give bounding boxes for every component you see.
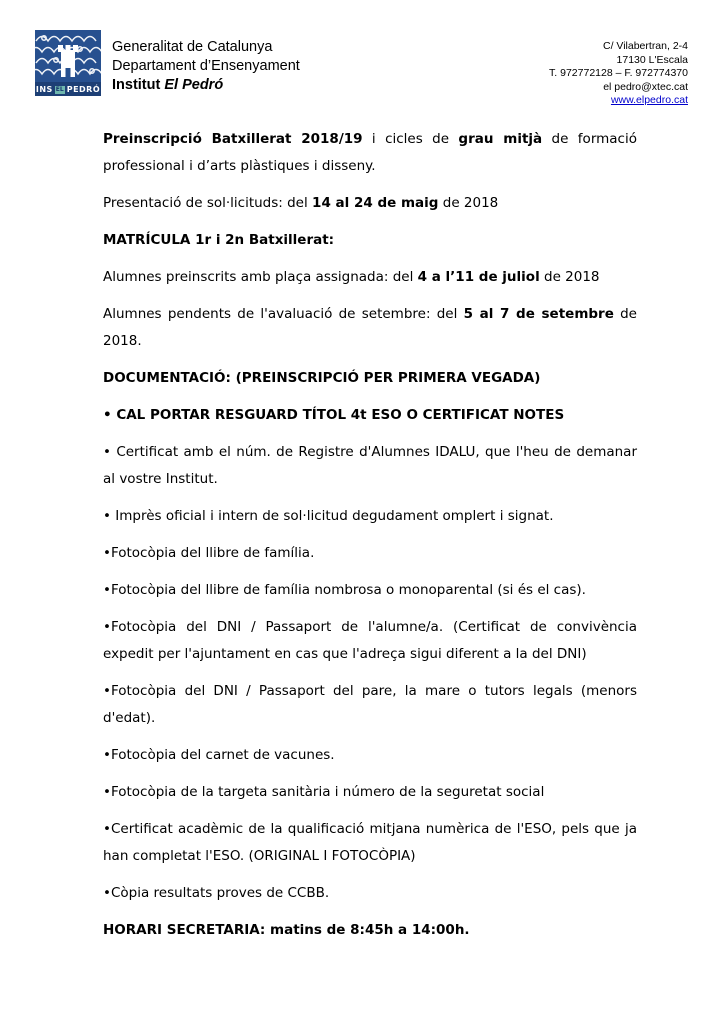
text-segment: •Fotocòpia del carnet de vacunes.	[103, 746, 335, 763]
paragraph	[103, 779, 637, 806]
phone-fax-line: T. 972772128 – F. 972774370	[549, 67, 688, 79]
text-segment: MATRÍCULA 1r i 2n Batxillerat:	[103, 231, 335, 248]
paragraph	[103, 742, 637, 769]
paragraph	[103, 402, 637, 429]
text-segment: •Còpia resultats proves de CCBB.	[103, 884, 330, 901]
paragraph	[103, 365, 637, 392]
paragraph	[103, 577, 637, 604]
text-segment: 14 al 24 de maig	[312, 194, 439, 211]
org-name-line2: Departament d’Ensenyament	[112, 58, 300, 74]
school-name: El Pedró	[164, 77, 224, 93]
text-segment: • Certificat amb el núm. de Registre d'Alumnes IDALU, que l'heu de demanar al vostre Institut.	[103, 443, 637, 487]
text-segment: •Fotocòpia del DNI / Passaport del pare, la mare o tutors legals (menors d'edat).	[103, 682, 637, 726]
logo-wordmark	[35, 85, 101, 94]
institut-el-pedro-logo	[35, 30, 101, 96]
paragraph	[103, 816, 637, 870]
address-line1: C/ Vilabertran, 2-4	[602, 40, 688, 52]
text-segment: •Fotocòpia del llibre de família.	[103, 544, 315, 561]
paragraph	[103, 190, 637, 217]
paragraph	[103, 614, 637, 668]
text-segment: Alumnes preinscrits amb plaça assignada: del	[103, 268, 418, 285]
text-segment: Alumnes pendents de l'avaluació de setembre: del	[103, 305, 464, 322]
text-segment: de formació professional i d’arts plàstiques i disseny.	[103, 130, 637, 174]
paragraph	[103, 540, 637, 567]
paragraph	[103, 880, 637, 907]
paragraph	[103, 227, 637, 254]
text-segment: • Imprès oficial i intern de sol·licitud degudament omplert i signat.	[103, 507, 554, 524]
text-segment: Preinscripció Batxillerat 2018/19	[103, 130, 363, 147]
logo-text-el: EL	[55, 85, 64, 93]
text-segment: Presentació de sol·licituds: del	[103, 194, 313, 211]
paragraph	[103, 126, 637, 180]
paragraph	[103, 678, 637, 732]
text-segment: de 2018.	[103, 305, 637, 349]
address-line2: 17130 L'Escala	[616, 53, 688, 66]
text-segment: 5 al 7 de setembre	[463, 305, 614, 322]
logo-text-pedro: PEDRÓ	[66, 85, 101, 94]
text-segment: •Fotocòpia del llibre de família nombrosa o monoparental (si és el cas).	[103, 581, 586, 598]
paragraph	[103, 503, 637, 530]
text-segment: i cicles de	[362, 130, 459, 147]
text-segment: •Certificat acadèmic de la qualificació mitjana numèrica de l'ESO, pels que ja han completat l'ESO. (ORIGINAL I FOTOCÒPIA)	[103, 820, 637, 864]
website-link[interactable]: www.elpedro.cat	[610, 94, 688, 106]
text-segment: DOCUMENTACIÓ: (PREINSCRIPCIÓ PER PRIMERA VEGADA)	[103, 369, 541, 386]
org-name-line1: Generalitat de Catalunya	[112, 39, 273, 55]
email-line: el pedro@xtec.cat	[603, 80, 688, 93]
institut-label: Institut	[112, 77, 165, 93]
text-segment: de 2018	[438, 194, 499, 211]
paragraph	[103, 917, 637, 944]
document-body	[0, 108, 724, 944]
text-segment: •Fotocòpia de la targeta sanitària i número de la seguretat social	[103, 783, 545, 800]
text-segment: • CAL PORTAR RESGUARD TÍTOL 4t ESO O CERTIFICAT NOTES	[103, 406, 565, 423]
paragraph	[103, 301, 637, 355]
letterhead	[0, 0, 724, 108]
text-segment: HORARI SECRETARIA: matins de 8:45h a 14:00h.	[103, 921, 470, 938]
organization-block	[112, 30, 300, 95]
text-segment: 4 a l’11 de juliol	[417, 268, 540, 285]
text-segment: •Fotocòpia del DNI / Passaport de l'alumne/a. (Certificat de convivència expedit per l'ajuntament en cas que l'adreça sigui diferent a la del DNI)	[103, 618, 637, 662]
contact-block	[549, 30, 688, 108]
text-segment: de 2018	[539, 268, 600, 285]
logo-text-ins: INS	[35, 85, 53, 94]
text-segment: grau mitjà	[458, 130, 543, 147]
paragraph	[103, 439, 637, 493]
org-name-line3	[112, 76, 300, 95]
paragraph	[103, 264, 637, 291]
